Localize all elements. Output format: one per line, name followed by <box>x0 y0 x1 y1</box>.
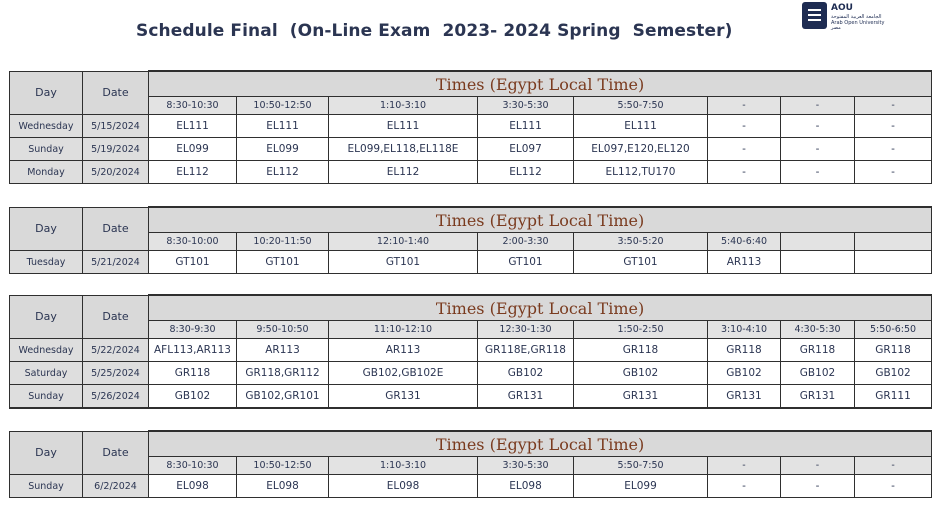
course-cell: EL111 <box>149 115 237 138</box>
time-slot-header: 8:30-10:00 <box>149 233 237 251</box>
course-cell: GB102,GB102E <box>329 362 478 385</box>
day-column-header: Day <box>10 295 83 339</box>
course-cell: EL097 <box>478 138 574 161</box>
logo-english-name: Arab Open University <box>831 20 885 26</box>
course-cell: GR118 <box>574 339 708 362</box>
day-cell: Wednesday <box>10 339 83 362</box>
day-cell: Sunday <box>10 138 83 161</box>
course-cell: EL111 <box>329 115 478 138</box>
course-cell: EL099,EL118,EL118E <box>329 138 478 161</box>
course-cell: GR131 <box>781 385 855 409</box>
course-cell: EL099 <box>574 475 708 498</box>
time-slot-header: 12:10-1:40 <box>329 233 478 251</box>
date-column-header: Date <box>83 431 149 475</box>
course-cell: GR131 <box>329 385 478 409</box>
date-column-header: Date <box>83 207 149 251</box>
time-slot-header <box>855 233 932 251</box>
time-slot-header: 12:30-1:30 <box>478 321 574 339</box>
time-slot-header: 2:00-3:30 <box>478 233 574 251</box>
time-slot-header: 5:50-6:50 <box>855 321 932 339</box>
schedule-table <box>9 70 932 184</box>
course-cell: AR113 <box>237 339 329 362</box>
course-cell: GT101 <box>149 251 237 274</box>
day-cell: Sunday <box>10 385 83 409</box>
schedule-table <box>9 206 932 274</box>
course-cell: EL112 <box>478 161 574 184</box>
day-column-header: Day <box>10 207 83 251</box>
course-cell: EL111 <box>478 115 574 138</box>
course-cell: EL098 <box>149 475 237 498</box>
time-slot-header: 10:50-12:50 <box>237 97 329 115</box>
table-header-row <box>10 295 932 321</box>
course-cell: - <box>855 475 932 498</box>
course-cell: GT101 <box>237 251 329 274</box>
course-cell: GR118E,GR118 <box>478 339 574 362</box>
logo-arabic-name: الجامعة العربية المفتوحة <box>831 14 882 20</box>
table-header-row <box>10 71 932 97</box>
logo-country: مصر <box>831 25 841 31</box>
course-cell: GR131 <box>708 385 781 409</box>
time-slot-header: 10:50-12:50 <box>237 457 329 475</box>
course-cell: EL111 <box>237 115 329 138</box>
aou-logo-icon <box>802 2 827 29</box>
course-cell: GB102 <box>478 362 574 385</box>
course-cell: - <box>708 138 781 161</box>
course-cell: GB102 <box>781 362 855 385</box>
course-cell: GR131 <box>574 385 708 409</box>
table-row <box>10 138 932 161</box>
table-row <box>10 161 932 184</box>
date-cell: 5/26/2024 <box>83 385 149 409</box>
course-cell: EL112 <box>237 161 329 184</box>
time-slot-header: 5:40-6:40 <box>708 233 781 251</box>
day-cell: Tuesday <box>10 251 83 274</box>
schedule-table <box>9 294 932 409</box>
course-cell: EL098 <box>237 475 329 498</box>
table-row <box>10 251 932 274</box>
course-cell: AFL113,AR113 <box>149 339 237 362</box>
course-cell: - <box>781 115 855 138</box>
course-cell <box>781 251 855 274</box>
table-row <box>10 115 932 138</box>
course-cell: - <box>781 161 855 184</box>
date-cell: 6/2/2024 <box>83 475 149 498</box>
course-cell: - <box>855 138 932 161</box>
time-slot-header: - <box>855 97 932 115</box>
schedule-table <box>9 430 932 498</box>
course-cell: AR113 <box>708 251 781 274</box>
course-cell: EL112 <box>149 161 237 184</box>
course-cell: - <box>708 475 781 498</box>
day-cell: Saturday <box>10 362 83 385</box>
date-cell: 5/22/2024 <box>83 339 149 362</box>
course-cell: EL112 <box>329 161 478 184</box>
course-cell: GB102 <box>708 362 781 385</box>
course-cell: GR118 <box>149 362 237 385</box>
course-cell: GB102 <box>574 362 708 385</box>
time-slot-header: 3:30-5:30 <box>478 97 574 115</box>
time-slot-header: - <box>708 97 781 115</box>
course-cell: GR118 <box>855 339 932 362</box>
course-cell: GT101 <box>329 251 478 274</box>
time-slot-header: 5:50-7:50 <box>574 97 708 115</box>
times-header: Times (Egypt Local Time) <box>149 207 932 233</box>
day-column-header: Day <box>10 431 83 475</box>
time-slot-header: 8:30-9:30 <box>149 321 237 339</box>
day-cell: Sunday <box>10 475 83 498</box>
time-slot-header: - <box>855 457 932 475</box>
course-cell: - <box>855 115 932 138</box>
course-cell: - <box>708 115 781 138</box>
time-slot-header: 8:30-10:30 <box>149 457 237 475</box>
course-cell: GT101 <box>478 251 574 274</box>
table-row <box>10 475 932 498</box>
course-cell: GR111 <box>855 385 932 409</box>
time-slot-row <box>10 321 932 339</box>
course-cell: GB102,GR101 <box>237 385 329 409</box>
time-slot-header: 4:30-5:30 <box>781 321 855 339</box>
times-header: Times (Egypt Local Time) <box>149 71 932 97</box>
time-slot-header: - <box>781 97 855 115</box>
time-slot-header <box>781 233 855 251</box>
course-cell: - <box>855 161 932 184</box>
course-cell: - <box>708 161 781 184</box>
course-cell <box>855 251 932 274</box>
logo-abbreviation: AOU <box>831 3 853 13</box>
course-cell: EL098 <box>329 475 478 498</box>
course-cell: GB102 <box>149 385 237 409</box>
time-slot-header: 8:30-10:30 <box>149 97 237 115</box>
times-header: Times (Egypt Local Time) <box>149 431 932 457</box>
table-header-row <box>10 431 932 457</box>
table-row <box>10 339 932 362</box>
day-cell: Monday <box>10 161 83 184</box>
date-cell: 5/21/2024 <box>83 251 149 274</box>
time-slot-header: 1:10-3:10 <box>329 97 478 115</box>
course-cell: GR118,GR112 <box>237 362 329 385</box>
course-cell: - <box>781 475 855 498</box>
course-cell: EL098 <box>478 475 574 498</box>
time-slot-header: 11:10-12:10 <box>329 321 478 339</box>
time-slot-header: 5:50-7:50 <box>574 457 708 475</box>
time-slot-row <box>10 97 932 115</box>
times-header: Times (Egypt Local Time) <box>149 295 932 321</box>
date-cell: 5/19/2024 <box>83 138 149 161</box>
course-cell: GT101 <box>574 251 708 274</box>
course-cell: GB102 <box>855 362 932 385</box>
day-cell: Wednesday <box>10 115 83 138</box>
page-title: Schedule Final (On-Line Exam 2023- 2024 Spring Semester) <box>136 21 733 41</box>
university-logo <box>802 2 922 32</box>
course-cell: - <box>781 138 855 161</box>
time-slot-header: 1:10-3:10 <box>329 457 478 475</box>
date-cell: 5/25/2024 <box>83 362 149 385</box>
time-slot-row <box>10 457 932 475</box>
course-cell: EL097,E120,EL120 <box>574 138 708 161</box>
course-cell: EL099 <box>237 138 329 161</box>
date-column-header: Date <box>83 295 149 339</box>
date-cell: 5/20/2024 <box>83 161 149 184</box>
time-slot-header: 3:50-5:20 <box>574 233 708 251</box>
time-slot-header: - <box>708 457 781 475</box>
time-slot-header: 3:10-4:10 <box>708 321 781 339</box>
course-cell: GR118 <box>708 339 781 362</box>
date-column-header: Date <box>83 71 149 115</box>
table-row <box>10 362 932 385</box>
course-cell: EL112,TU170 <box>574 161 708 184</box>
time-slot-header: 10:20-11:50 <box>237 233 329 251</box>
course-cell: EL111 <box>574 115 708 138</box>
day-column-header: Day <box>10 71 83 115</box>
course-cell: GR131 <box>478 385 574 409</box>
time-slot-header: 1:50-2:50 <box>574 321 708 339</box>
course-cell: EL099 <box>149 138 237 161</box>
course-cell: AR113 <box>329 339 478 362</box>
table-row <box>10 385 932 409</box>
time-slot-row <box>10 233 932 251</box>
time-slot-header: 9:50-10:50 <box>237 321 329 339</box>
time-slot-header: - <box>781 457 855 475</box>
date-cell: 5/15/2024 <box>83 115 149 138</box>
course-cell: GR118 <box>781 339 855 362</box>
table-header-row <box>10 207 932 233</box>
time-slot-header: 3:30-5:30 <box>478 457 574 475</box>
